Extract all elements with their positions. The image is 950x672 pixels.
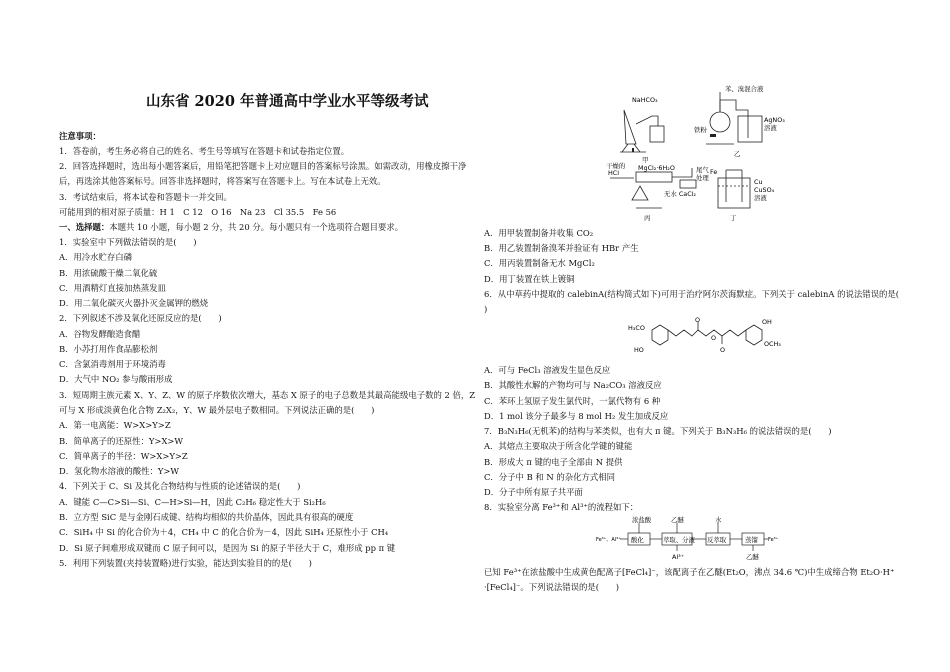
option-line: D．大气中 NO₂ 参与酸雨形成 bbox=[59, 374, 173, 384]
option-line: B．小苏打用作食品膨松剂 bbox=[59, 344, 158, 354]
label-cuso4: CuSO₄ bbox=[754, 186, 775, 194]
question-line: ·[FeCl₄]⁻。下列说法错误的是( ) bbox=[484, 582, 620, 592]
label-mgcl2: MgCl₂·6H₂O bbox=[638, 164, 675, 172]
label-dry-hcl: 干燥的 bbox=[606, 162, 626, 170]
notice-heading: 注意事项： bbox=[59, 131, 101, 141]
label-jia: 甲 bbox=[642, 156, 649, 164]
question-line: 2．下列叙述不涉及氧化还原反应的是( ) bbox=[59, 313, 222, 323]
option-line: A．第一电离能：W>X>Y>Z bbox=[59, 420, 171, 430]
question-line: 6．从中草药中提取的 calebinA(结构简式如下)可用于治疗阿尔茨海默症。下列关于 calebinA 的说法错误的是( bbox=[484, 289, 899, 299]
flow-step-2: 萃取、分液 bbox=[663, 536, 695, 544]
option-line: D．Si 原子间难形成双键而 C 原子间可以，是因为 Si 的原子半径大于 C，难形成 pp π 键 bbox=[59, 543, 396, 553]
label-benzene-bromine: 苯、溴混合液 bbox=[725, 85, 764, 93]
flow-step-1: 酸化 bbox=[631, 536, 644, 544]
notice-line: 后，再选涂其他答案标号。回答非选择题时，将答案写在答题卡上。写在本试卷上无效。 bbox=[59, 176, 386, 186]
label-o-ester: O bbox=[711, 334, 717, 342]
question-line: 1．实验室中下列做法错误的是( ) bbox=[59, 237, 197, 247]
flowchart-drawing bbox=[596, 515, 779, 563]
option-line: A．用冷水贮存白磷 bbox=[59, 252, 133, 262]
section-text: 本题共 10 小题，每小题 2 分，共 20 分。每小题只有一个选项符合题目要求。 bbox=[109, 222, 404, 232]
option-line: C．SiH₄ 中 Si 的化合价为＋4，CH₄ 中 C 的化合价为－4，因此 SiH₄ 还原性小于 CH₄ bbox=[59, 527, 389, 537]
option-line: C．用酒精灯直接加热蒸发皿 bbox=[59, 283, 166, 293]
notice-line: 1．答卷前，考生务必将自己的姓名、考生号等填写在答题卡和试卷指定位置。 bbox=[59, 146, 350, 156]
question-line: 已知 Fe³⁺在浓盐酸中生成黄色配离子[FeCl₄]⁻，该配离子在乙醚(Et₂O，沸点 34.6 ℃)中生成缔合物 Et₂O·H⁺ bbox=[484, 567, 895, 577]
flow-above-water: 水 bbox=[715, 516, 722, 524]
option-line: C．苯环上氢原子发生氯代时，一氯代物有 6 种 bbox=[484, 396, 661, 406]
label-ding: 丁 bbox=[730, 214, 737, 222]
label-h3co: H₃CO bbox=[628, 324, 645, 332]
label-bing: 丙 bbox=[644, 214, 651, 222]
molecule-structure bbox=[628, 316, 790, 358]
atomic-masses: 可能用到的相对原子质量：H 1 C 12 O 16 Na 23 Cl 35.5 Fe 56 bbox=[59, 207, 337, 217]
question-line: ) bbox=[484, 304, 488, 314]
question-line: 8．实验室分离 Fe³⁺和 Al³⁺的流程如下： bbox=[484, 502, 639, 512]
label-treatment: 处理 bbox=[696, 174, 709, 182]
flow-above-hcl: 浓盐酸 bbox=[632, 516, 652, 524]
flow-start: Fe³⁺、Al³⁺ bbox=[596, 537, 621, 543]
question-line: 可与 X 形成淡黄色化合物 Z₂X₂，Y、W 最外层电子数相同。下列说法正确的是( ) bbox=[59, 405, 375, 415]
label-iron-powder: 铁粉 bbox=[694, 126, 707, 134]
label-yi: 乙 bbox=[734, 150, 741, 158]
option-line: B．简单离子的还原性：Y>X>W bbox=[59, 436, 184, 446]
flow-below-al: Al³⁺ bbox=[672, 553, 685, 561]
option-line: A．可与 FeCl₃ 溶液发生显色反应 bbox=[484, 365, 611, 375]
label-anhydrous-cacl2: 无水 CaCl₂ bbox=[664, 190, 696, 198]
label-fe: Fe bbox=[710, 168, 718, 176]
option-line: A．其熔点主要取决于所含化学键的键能 bbox=[484, 441, 633, 451]
section-label: 一、选择题： bbox=[59, 222, 110, 232]
apparatus-figure bbox=[606, 82, 802, 224]
label-agno3: AgNO₃ bbox=[764, 116, 785, 124]
notice-line: 3．考试结束后，将本试卷和答题卡一并交回。 bbox=[59, 192, 232, 202]
label-ho: HO bbox=[634, 346, 644, 354]
option-line: B．其酸性水解的产物均可与 Na₂CO₃ 溶液反应 bbox=[484, 380, 662, 390]
option-line: C．用丙装置制备无水 MgCl₂ bbox=[484, 258, 595, 268]
flow-above-ether: 乙醚 bbox=[671, 516, 684, 524]
label-solution: 溶液 bbox=[764, 124, 777, 132]
flow-below-ether: 乙醚 bbox=[746, 553, 759, 561]
option-line: B．用浓硫酸干燥二氧化硫 bbox=[59, 268, 158, 278]
option-line: D．用二氧化碳灭火器扑灭金属钾的燃烧 bbox=[59, 298, 209, 308]
label-hcl: HCl bbox=[608, 169, 620, 177]
separation-flowchart bbox=[596, 515, 779, 563]
option-line: D．1 mol 该分子最多与 8 mol H₂ 发生加成反应 bbox=[484, 411, 669, 421]
molecule-drawing bbox=[628, 316, 790, 358]
label-nahco3: NaHCO₃ bbox=[632, 96, 658, 104]
option-line: D．用丁装置在铁上镀铜 bbox=[484, 274, 575, 284]
option-line: D．分子中所有原子共平面 bbox=[484, 487, 583, 497]
label-o-carbonyl: O bbox=[695, 316, 701, 324]
option-line: B．形成大 π 键的电子全部由 N 提供 bbox=[484, 457, 623, 467]
section-heading bbox=[59, 222, 403, 233]
option-line: A．用甲装置制备并收集 CO₂ bbox=[484, 228, 594, 238]
label-cu: Cu bbox=[754, 178, 763, 186]
label-tail-gas: 尾气 bbox=[696, 166, 709, 174]
flow-end: Fe³⁺ bbox=[768, 537, 779, 543]
apparatus-drawing bbox=[606, 82, 802, 224]
option-line: A．谷物发酵酿造食醋 bbox=[59, 329, 141, 339]
label-o-carbonyl-2: O bbox=[720, 346, 726, 354]
question-line: 7．B₃N₃H₆(无机苯)的结构与苯类似，也有大 π 键。下列关于 B₃N₃H₆ 的说法错误的是( ) bbox=[484, 426, 832, 436]
notice-line: 2．回答选择题时，选出每小题答案后，用铅笔把答题卡上对应题目的答案标号涂黑。如需改动，用橡皮擦干净 bbox=[59, 161, 467, 171]
question-line: 5．利用下列装置(夹持装置略)进行实验，能达到实验目的的是( ) bbox=[59, 558, 312, 568]
question-line: 4．下列关于 C、Si 及其化合物结构与性质的论述错误的是( ) bbox=[59, 481, 301, 491]
label-och3: OCH₃ bbox=[764, 340, 781, 348]
option-line: D．氢化物水溶液的酸性：Y>W bbox=[59, 466, 179, 476]
label-oh: OH bbox=[762, 318, 772, 326]
page-title: 山东省 2020 年普通高中学业水平等级考试 bbox=[146, 93, 429, 110]
option-line: C．含氯消毒剂用于环境消毒 bbox=[59, 359, 166, 369]
option-line: B．用乙装置制备溴苯并验证有 HBr 产生 bbox=[484, 243, 639, 253]
option-line: C．简单离子的半径：W>X>Y>Z bbox=[59, 451, 188, 461]
flow-step-3: 反萃取 bbox=[707, 536, 727, 544]
flow-step-4: 蒸馏 bbox=[745, 536, 758, 544]
label-cuso4-solution: 溶液 bbox=[754, 194, 767, 202]
option-line: C．分子中 B 和 N 的杂化方式相同 bbox=[484, 472, 616, 482]
option-line: A．键能 C—C>Si—Si、C—H>Si—H，因此 C₂H₆ 稳定性大于 Si₂H₆ bbox=[59, 497, 326, 507]
question-line: 3．短周期主族元素 X、Y、Z、W 的原子序数依次增大，基态 X 原子的电子总数是其最高能级电子数的 2 倍，Z bbox=[59, 390, 476, 400]
option-line: B．立方型 SiC 是与金刚石成键、结构均相似的共价晶体，因此具有很高的硬度 bbox=[59, 512, 354, 522]
